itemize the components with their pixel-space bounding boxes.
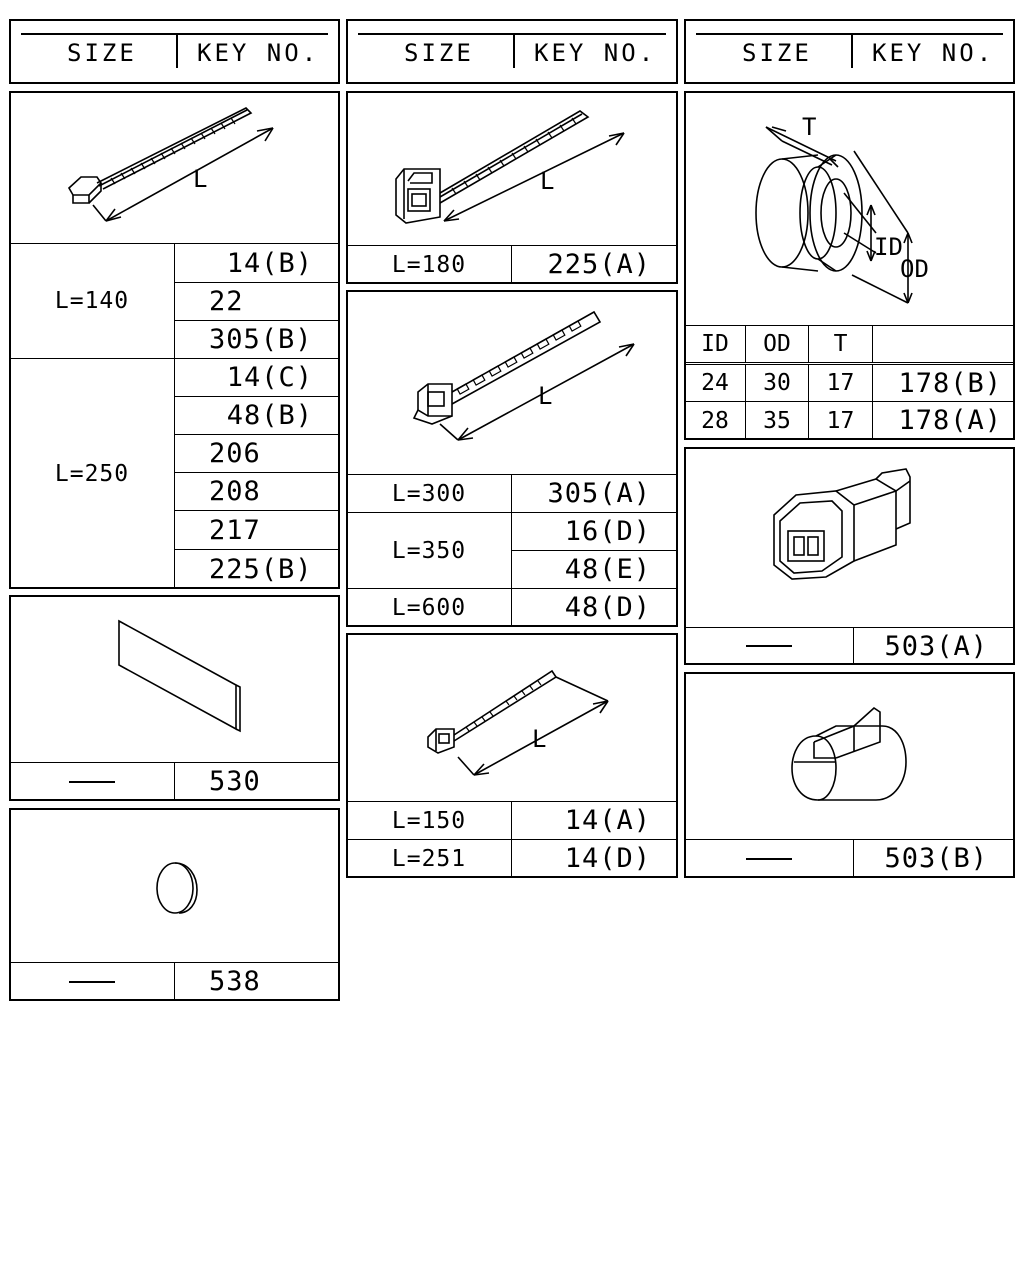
key-cell: 48(B) (174, 396, 340, 435)
length-label: L (540, 167, 555, 195)
outer-diameter-label: OD (900, 255, 929, 283)
key-cell: 225(A) (511, 245, 678, 284)
key-cell: 178(B) (872, 364, 1015, 402)
size-cell: L=250 (9, 358, 175, 589)
column-header-cell: T (808, 325, 873, 363)
key-cell: 225(B) (174, 549, 340, 589)
size-cell: L=600 (346, 588, 512, 627)
cap-illustration (686, 674, 1013, 842)
size-cell: L=350 (346, 512, 512, 589)
size-header: SIZE (67, 39, 137, 67)
tie-strap-illustration (11, 93, 338, 245)
dash-icon (69, 981, 115, 983)
size-header: SIZE (404, 39, 474, 67)
key-cell: 538 (174, 962, 340, 1001)
t-cell: 17 (808, 401, 873, 440)
column-header-cell: OD (745, 325, 809, 363)
key-cell: 16(D) (511, 512, 678, 551)
id-cell: 28 (684, 401, 746, 440)
length-label: L (532, 725, 547, 753)
small-tie-illustration (348, 635, 676, 803)
size-cell: L=150 (346, 801, 512, 840)
key-cell: 305(A) (511, 474, 678, 513)
length-label: L (193, 165, 208, 193)
size-cell: L=140 (9, 243, 175, 359)
column-header-cell: ID (684, 325, 746, 363)
od-cell: 35 (745, 401, 809, 440)
size-cell: L=180 (346, 245, 512, 284)
size-header: SIZE (742, 39, 812, 67)
size-cell: L=251 (346, 839, 512, 878)
key-cell: 206 (174, 434, 340, 473)
connector-illustration (686, 449, 1013, 629)
key-cell: 530 (174, 762, 340, 801)
dash-icon (69, 781, 115, 783)
grommet-illustration (686, 93, 1013, 327)
key-cell: 14(D) (511, 839, 678, 878)
mount-tie-illustration (348, 292, 676, 476)
no-size-cell (9, 962, 175, 1001)
column-header-2 (346, 19, 678, 84)
key-no-header: KEY NO. (872, 39, 995, 67)
key-no-header: KEY NO. (534, 39, 657, 67)
key-cell: 208 (174, 472, 340, 511)
column-header-cell (872, 325, 1015, 363)
no-size-cell (684, 839, 854, 878)
dash-icon (746, 858, 792, 860)
key-cell: 14(C) (174, 358, 340, 397)
column-header-1 (9, 19, 340, 84)
id-cell: 24 (684, 364, 746, 402)
thickness-label: T (802, 113, 817, 141)
key-cell: 14(B) (174, 243, 340, 283)
tape-illustration (11, 597, 338, 765)
inner-diameter-label: ID (874, 233, 903, 261)
key-cell: 178(A) (872, 401, 1015, 440)
no-size-cell (684, 627, 854, 665)
size-cell: L=300 (346, 474, 512, 513)
key-cell: 503(A) (853, 627, 1015, 665)
key-cell: 22 (174, 282, 340, 321)
key-cell: 217 (174, 510, 340, 550)
key-cell: 503(B) (853, 839, 1015, 878)
key-cell: 48(E) (511, 550, 678, 589)
key-no-header: KEY NO. (197, 39, 320, 67)
key-cell: 48(D) (511, 588, 678, 627)
key-cell: 305(B) (174, 320, 340, 359)
clip-tie-illustration (348, 93, 676, 246)
key-cell: 14(A) (511, 801, 678, 840)
dash-icon (746, 645, 792, 647)
column-header-3 (684, 19, 1015, 84)
disc-illustration (11, 810, 338, 965)
t-cell: 17 (808, 364, 873, 402)
no-size-cell (9, 762, 175, 801)
length-label: L (538, 382, 553, 410)
od-cell: 30 (745, 364, 809, 402)
